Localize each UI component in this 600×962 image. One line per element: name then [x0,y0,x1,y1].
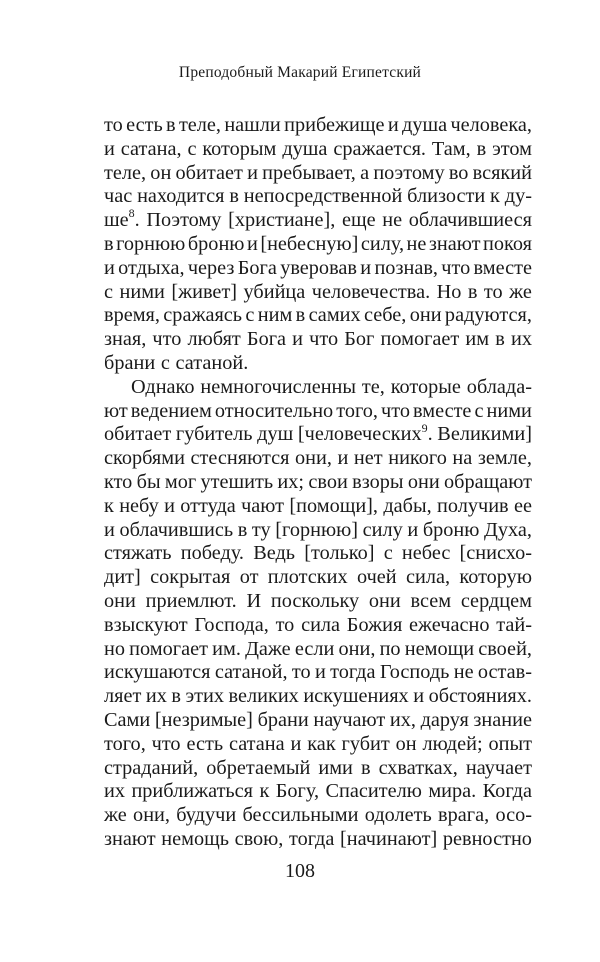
text-line [104,519,532,543]
text-line [104,780,532,804]
word: в [495,328,505,351]
word: покоя [483,232,532,255]
word: человека, [450,114,532,136]
word: и [164,494,175,517]
word: вместе [473,256,532,279]
word: взыскуют [104,613,188,636]
word: облачившиеся [408,209,532,232]
word: не [453,661,474,684]
word: облачившись [119,518,234,541]
word: с [383,542,393,565]
word: сатаной. [175,351,249,374]
word: сокрытая [150,566,231,589]
word: с [474,399,484,422]
word: И [246,589,262,612]
word: что [441,256,471,279]
text-line [104,138,532,162]
word: их, [389,708,416,731]
text-line [104,471,532,495]
word: и [104,137,115,160]
word: ревностно [442,827,532,850]
word: приемлют. [145,589,237,612]
word: броню [422,518,480,541]
word: помогает [129,637,208,660]
word: человечества. [311,280,431,303]
word: и [292,328,304,351]
word: Когда [482,780,532,803]
word: нашли [224,114,281,136]
word: он [395,732,417,755]
word: через [187,256,235,279]
word: [только] [304,542,375,565]
word: Поэтому [146,209,222,232]
word: Ведь [253,542,296,565]
word: научает [465,756,532,779]
word: обитает [175,161,243,184]
word: еще [342,209,376,232]
text-line [104,661,532,685]
word: Великими] [437,423,532,446]
word: что [151,732,181,755]
word: уверовав [280,256,357,279]
text-line [104,495,532,519]
word: душа [282,137,328,160]
word: стесняются [190,447,290,470]
word: в [360,756,371,779]
word: час [104,185,133,208]
word: стяжать [104,542,172,565]
word: искушаются [104,661,211,684]
word: того, [104,732,146,755]
word: и [413,685,425,708]
word: даруя [420,708,469,731]
word: в [166,114,176,136]
word: с [160,351,170,374]
word: осо- [495,804,532,827]
word: Бог [344,328,375,351]
word: знание [473,708,532,731]
word: одолеть [364,804,432,827]
word: к [259,780,270,803]
word: мог [164,470,197,493]
running-head: Преподобный Макарий Египетский [178,64,422,81]
word: которым [202,137,277,160]
word: научают [313,708,386,731]
text-line [104,257,532,281]
word: по [379,637,401,660]
word: они [409,304,442,327]
word: радуются, [444,304,532,327]
word: этом [492,137,532,160]
word: своей, [478,637,532,660]
word: и [290,732,302,755]
word: обстояниях. [428,685,532,708]
word: и [387,114,399,136]
text-line [104,804,532,828]
word: в [237,518,248,541]
word: то [291,661,311,684]
word: скорбями [104,447,185,470]
word: тогда [289,827,335,850]
word: и [246,232,258,255]
word: Спасителю [325,780,422,803]
word: страданий, [104,756,199,779]
word: Там, [431,137,471,160]
word: им [465,328,490,351]
word: их [145,685,167,708]
word: [начинают] [340,827,438,850]
word: и [407,518,419,541]
word: нет [353,447,383,470]
word: ним [257,304,293,327]
word: в [476,137,487,160]
word: земле, [477,447,532,470]
word: горнюю [116,232,186,255]
word: этих [185,685,225,708]
word: то [275,613,295,636]
word: Даже [245,637,291,660]
word: [человеческих$^9$. [297,420,433,446]
word: [помощи], [289,494,379,517]
word: и [104,518,115,541]
word: всем [410,589,452,612]
word: познав, [374,256,438,279]
word: же [104,804,127,827]
word: непосредственной [243,185,403,208]
word: в [467,280,478,303]
word: Однако [131,375,195,398]
word: схватках, [378,756,458,779]
word: дит] [104,566,141,589]
footnote-ref: 8 [128,206,135,221]
word: Божия [346,613,403,636]
word: что [309,328,339,351]
word: ними [119,280,165,303]
word: с [104,280,114,303]
word: кто [104,470,133,493]
page-number: 108 [285,860,315,882]
text-line [104,638,532,662]
text-line [104,206,532,233]
word: те, [361,375,385,398]
word: Господь [379,661,450,684]
word: поэтому [373,161,445,184]
word: [живет] [171,280,238,303]
word: в [229,185,239,208]
word: отдыха, [118,256,185,279]
word: их [510,328,532,351]
text-line [104,185,532,209]
word: теле, [104,161,147,184]
word: Бога [246,328,287,351]
text-line [104,566,532,590]
text-line [104,352,532,376]
word: они [368,589,401,612]
word: [христиане], [228,209,336,232]
word: и [360,256,372,279]
word: опыт [488,732,532,755]
word: вместе [413,399,472,422]
text-line [104,328,532,352]
word: что [381,399,410,422]
word: самих [308,304,361,327]
word: [небесную] [260,232,359,255]
word: бессильными [242,804,359,827]
word: немногочисленны [200,375,357,398]
word: $ше^8$. [104,206,140,232]
word: себе, [364,304,407,327]
word: они [407,470,440,493]
word: Духа, [484,518,532,541]
word: сатана, [120,137,182,160]
word: пребывает, [262,161,356,184]
word: сатана [228,732,285,755]
text-line [104,828,532,852]
word: близости [407,185,486,208]
text-line [104,420,532,447]
text-line [104,304,532,328]
word: что [152,328,182,351]
word: душа [402,114,448,136]
word: силу [362,518,403,541]
word: они, [294,447,332,470]
word: Но [436,280,462,303]
word: ежечасно [409,613,490,636]
text-line [104,733,532,757]
word: брани [257,708,309,731]
word: обитает [104,423,172,446]
word: обращают [444,470,532,493]
word: а [360,161,370,184]
word: находится [137,185,225,208]
word: Сами [104,708,151,731]
word: великих [228,685,299,708]
word: бы [136,470,161,493]
text-line [104,376,532,400]
word: ведением [130,399,212,422]
word: ляет [104,685,142,708]
text-line [104,233,532,257]
word: будучи [176,804,237,827]
word: прибежище [284,114,385,136]
word: ту [251,518,271,541]
word: знают [428,232,481,255]
word: утешить [200,470,274,493]
word: ними [486,399,532,422]
word: он [150,161,172,184]
word: Господа, [194,613,269,636]
word: обретаемый [206,756,311,779]
word: же [509,280,532,303]
word: к [490,185,500,208]
word: приближаться [131,780,254,803]
word: никого [388,447,447,470]
word: облада- [466,375,532,398]
text-line [104,590,532,614]
text-line [104,757,532,781]
text-line [104,614,532,638]
word: врага, [438,804,490,827]
word: есть [186,732,224,755]
word: сражаясь [163,304,243,327]
word: оттуда [180,494,236,517]
word: в [171,685,181,708]
word: небу [119,494,159,517]
word: немощи [404,637,475,660]
word: сражается. [333,137,426,160]
word: которую [459,566,532,589]
word: тай- [496,613,532,636]
word: и [104,256,115,279]
word: Бога [237,256,277,279]
text-line [104,281,532,305]
word: свою, [234,827,284,850]
text-line [104,114,532,138]
word: не [382,209,403,232]
text-line [104,709,532,733]
word: Богу, [275,780,320,803]
word: и [247,161,258,184]
word: от [239,566,259,589]
word: убийца [243,280,306,303]
word: того, [336,399,378,422]
word: то [483,280,503,303]
word: мира. [428,780,477,803]
word: ду- [504,185,532,208]
word: с [187,137,197,160]
word: людей; [422,732,483,755]
word: зная, [104,328,147,351]
word: немощь [161,827,229,850]
word: получив [437,494,509,517]
word: их; [277,470,305,493]
word: победу. [180,542,244,565]
word: дабы, [383,494,432,517]
word: время, [104,304,160,327]
word: и [314,661,326,684]
footnote-ref: 9 [421,420,428,435]
word: [снисхо- [459,542,532,565]
word: поскольку [270,589,360,612]
text-line [104,447,532,471]
word: на [452,447,473,470]
word: им. [212,637,241,660]
word: как [307,732,336,755]
word: ими [318,756,353,779]
word: чают [241,494,285,517]
word: они, [133,804,170,827]
word: броню [187,232,245,255]
word: к [104,494,114,517]
word: знают [104,827,156,850]
word: то [104,114,123,136]
text-line [104,162,532,186]
word: есть [126,114,163,136]
word: силу, [360,232,405,255]
word: они, [338,637,376,660]
word: губитель [175,423,253,446]
word: не [406,232,427,255]
word: душ [257,423,294,446]
word: губит [341,732,390,755]
word: очей [356,566,397,589]
word: в [295,304,306,327]
word: сердцем [460,589,532,612]
word: с [245,304,255,327]
text-line [104,400,532,424]
word: взоры [352,470,404,493]
word: относительно [214,399,334,422]
word: теле, [178,114,221,136]
word: остав- [477,661,532,684]
body-text [104,114,532,852]
word: всякий [472,161,532,184]
word: сила, [405,566,451,589]
word: ют [104,399,128,422]
word: небес [401,542,451,565]
word: но [104,637,125,660]
word: их [104,780,125,803]
word: сила [301,613,341,636]
text-line [104,542,532,566]
word: искушениях [303,685,409,708]
word: свои [308,470,348,493]
word: тогда [330,661,376,684]
word: [горнюю] [275,518,359,541]
word: если [294,637,335,660]
word: любят [187,328,241,351]
word: ее [513,494,532,517]
word: и [337,447,349,470]
text-line [104,685,532,709]
word: в [104,232,114,255]
word: они [104,589,136,612]
word: помогает [380,328,460,351]
word: сатаной, [214,661,288,684]
word: брани [104,351,156,374]
word: во [448,161,469,184]
word: плотских [267,566,348,589]
word: которые [390,375,461,398]
word: [незримые] [154,708,253,731]
